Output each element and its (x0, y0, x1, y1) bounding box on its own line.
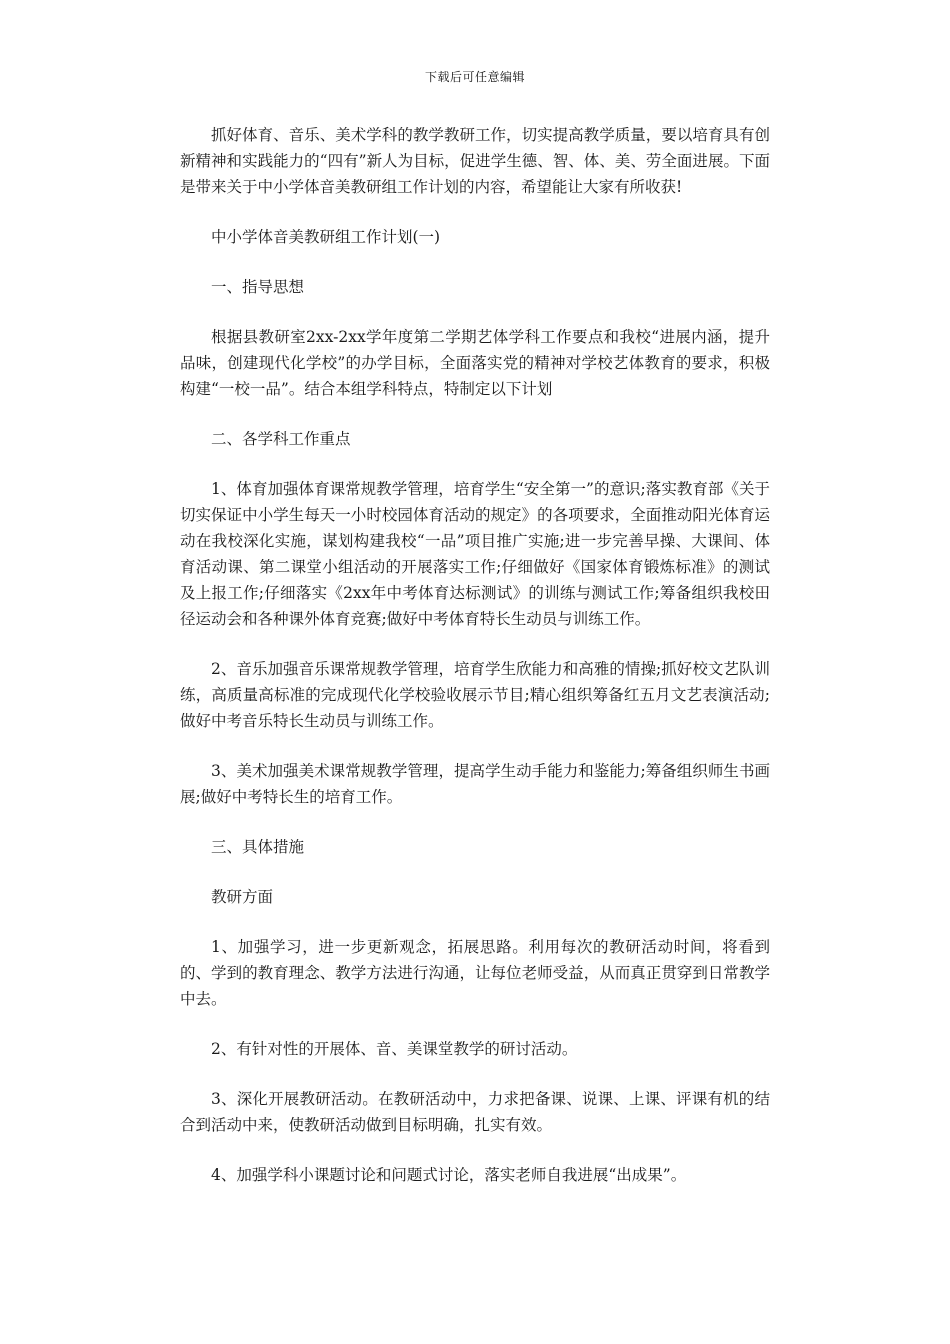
section-guiding-thought-body: 根据县教研室2xx-2xx学年度第二学期艺体学科工作要点和我校“进展内涵，提升品味，创建现代化学校”的办学目标，全面落实党的精神对学校艺体教育的要求，积极构建“一校一品”。结合本组学科特点，特制定以下计划 (180, 328, 770, 398)
subject-item-music: 2、音乐加强音乐课常规教学管理，培育学生欣能力和高雅的情操;抓好校文艺队训练，高质量高标准的完成现代化学校验收展示节目;精心组织筹备红五月文艺表演活动;做好中考音乐特长生动员与训练工作。 (180, 660, 770, 730)
section-heading-measures: 三、具体措施 (211, 838, 305, 856)
measure-item-3: 3、深化开展教研活动。在教研活动中，力求把备课、说课、上课、评课有机的结合到活动中来，使教研活动做到目标明确，扎实有效。 (180, 1090, 770, 1134)
page-header-note: 下载后可任意编辑 (424, 70, 525, 84)
subject-item-art: 3、美术加强美术课常规教学管理，提高学生动手能力和鉴能力;筹备组织师生书画展;做好中考特长生的培育工作。 (180, 762, 770, 806)
subsection-heading-research: 教研方面 (211, 888, 274, 906)
measure-item-1: 1、加强学习，进一步更新观念，拓展思路。利用每次的教研活动时间，将看到的、学到的教育理念、教学方法进行沟通，让每位老师受益，从而真正贯穿到日常教学中去。 (180, 938, 770, 1008)
measure-item-4: 4、加强学科小课题讨论和问题式讨论，落实老师自我进展“出成果”。 (211, 1166, 687, 1184)
document-body (180, 122, 770, 1212)
section-heading-guiding-thought: 一、指导思想 (211, 278, 305, 296)
measure-item-2: 2、有针对性的开展体、音、美课堂教学的研讨活动。 (211, 1040, 578, 1058)
intro-paragraph: 抓好体育、音乐、美术学科的教学教研工作，切实提高教学质量，要以培育具有创新精神和实践能力的“四有”新人为目标，促进学生德、智、体、美、劳全面进展。下面是带来关于中小学体音美教研组工作计划的内容，希望能让大家有所收获! (180, 126, 770, 196)
section-heading-subject-focus: 二、各学科工作重点 (211, 430, 351, 448)
plan-title: 中小学体音美教研组工作计划(一) (211, 228, 441, 246)
subject-item-pe: 1、体育加强体育课常规教学管理，培育学生“安全第一”的意识;落实教育部《关于切实保证中小学生每天一小时校园体育活动的规定》的各项要求，全面推动阳光体育运动在我校深化实施，谋划构建我校“一品”项目推广实施;进一步完善早操、大课间、体育活动课、第二课堂小组活动的开展落实工作;仔细做好《国家体育锻炼标准》的测试及上报工作;仔细落实《2xx年中考体育达标测试》的训练与测试工作;筹备组织我校田径运动会和各种课外体育竞赛;做好中考体育特长生动员与训练工作。 (180, 480, 770, 628)
